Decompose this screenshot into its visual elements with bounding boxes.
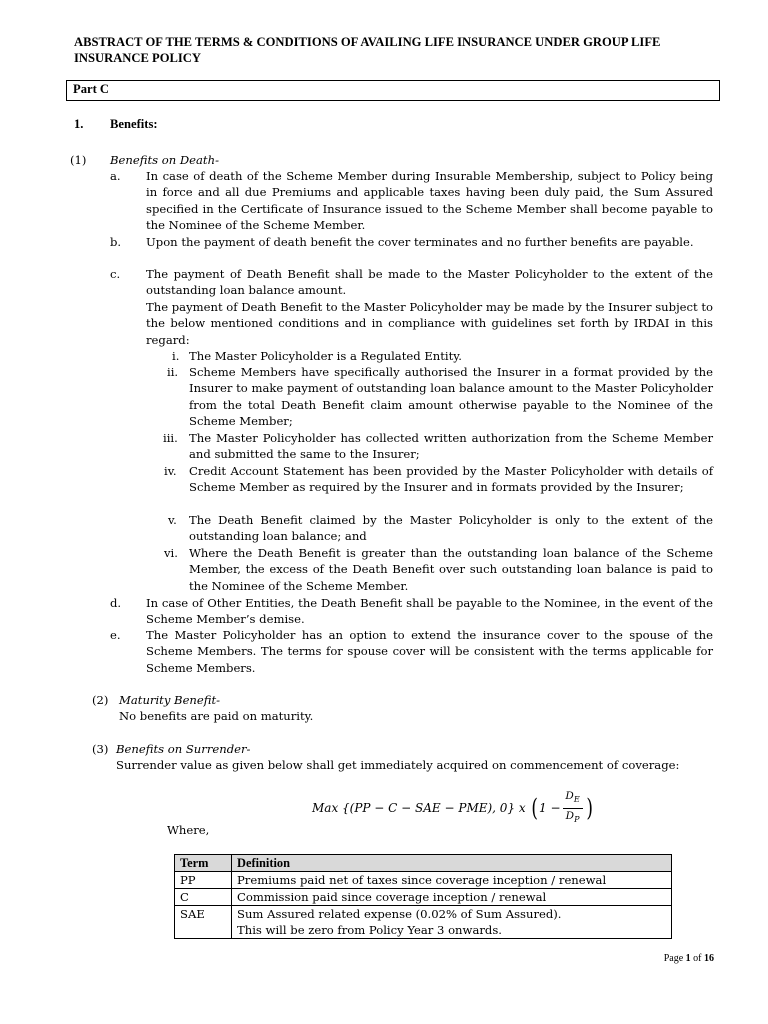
condition-text-i: The Master Policyholder is a Regulated Entity. — [189, 349, 462, 363]
surrender-number: (3) — [92, 742, 109, 756]
item-label-e: e. — [110, 628, 121, 642]
death-heading: Benefits on Death- — [110, 153, 219, 167]
page-number: Page 1 of 16 — [663, 953, 714, 964]
maturity-number: (2) — [92, 693, 109, 707]
condition-label-ii: ii. — [167, 365, 179, 379]
condition-label-v: v. — [168, 513, 177, 527]
table-cell-term: PP — [175, 872, 232, 889]
section-heading: Benefits: — [110, 117, 158, 131]
surrender-formula — [312, 790, 594, 826]
item-text-d: In case of Other Entities, the Death Benefit shall be payable to the Nominee, in the event of the Scheme Member’s demise. — [146, 596, 713, 627]
formula-one-minus: 1 − — [539, 801, 561, 815]
maturity-heading: Maturity Benefit- — [119, 693, 221, 707]
table-header-term: Term — [175, 855, 232, 872]
table-cell-definition: Premiums paid net of taxes since coverage inception / renewal — [232, 872, 672, 889]
item-text-e: The Master Policyholder has an option to extend the insurance cover to the spouse of the Scheme Members. The terms for spouse cover will be consistent with the terms applicable for Scheme Members. — [146, 628, 713, 675]
formula-open-paren: ( — [531, 794, 538, 822]
table-cell-definition — [232, 906, 672, 939]
table-row — [175, 889, 672, 906]
formula-lead: Max {(PP − C − SAE − PME), 0} x — [312, 801, 526, 815]
surrender-heading: Benefits on Surrender- — [116, 742, 251, 756]
table-row — [175, 872, 672, 889]
condition-label-iv: iv. — [164, 464, 177, 478]
maturity-text: No benefits are paid on maturity. — [119, 709, 314, 723]
death-number: (1) — [70, 153, 87, 167]
item-label-d: d. — [110, 596, 122, 610]
part-label-box — [66, 80, 720, 101]
table-cell-definition-line2: This will be zero from Policy Year 3 onwards. — [237, 923, 502, 937]
table-cell-definition: Commission paid since coverage inception / renewal — [232, 889, 672, 906]
item-label-c: c. — [110, 267, 121, 281]
item-label-b: b. — [110, 235, 122, 249]
table-cell-term: SAE — [175, 906, 232, 939]
item-text-a: In case of death of the Scheme Member during Insurable Membership, subject to Policy being in force and all due Premiums and applicable taxes having been duly paid, the Sum Assured specified in the Certificate of Insurance issued to the Scheme Member shall become payable to the Nominee of the Scheme Member. — [146, 169, 713, 233]
table-cell-definition-line1: Sum Assured related expense (0.02% of Sum Assured). — [237, 907, 562, 921]
definitions-table — [174, 854, 672, 939]
condition-label-iii: iii. — [163, 431, 178, 445]
condition-label-vi: vi. — [164, 546, 178, 560]
section-number: 1. — [74, 117, 84, 131]
table-row — [175, 906, 672, 939]
formula-fraction — [563, 790, 583, 825]
formula-denominator: $D_P$ — [565, 809, 580, 824]
where-label: Where, — [167, 823, 210, 837]
formula-numerator: $D_E$ — [565, 790, 580, 805]
item-label-a: a. — [110, 169, 121, 183]
condition-text-vi: Where the Death Benefit is greater than the outstanding loan balance of the Scheme Member, the excess of the Death Benefit over such outstanding loan balance is paid to the Nominee of the Scheme Member. — [189, 546, 713, 593]
formula-close-paren: ) — [585, 794, 593, 822]
surrender-text: Surrender value as given below shall get immediately acquired on commencement of coverage: — [116, 758, 680, 772]
condition-text-ii: Scheme Members have specifically authorised the Insurer in a format provided by the Insurer to make payment of outstanding loan balance amount to the Master Policyholder from the total Death Benefit claim amount otherwise payable to the Nominee of the Scheme Member; — [189, 365, 713, 429]
item-text-c-continued: The payment of Death Benefit to the Master Policyholder may be made by the Insurer subject to the below mentioned conditions and in compliance with guidelines set forth by IRDAI in this regard: — [146, 300, 714, 347]
fraction-bar — [563, 808, 583, 809]
condition-label-i: i. — [172, 349, 180, 363]
table-cell-term: C — [175, 889, 232, 906]
condition-text-v: The Death Benefit claimed by the Master Policyholder is only to the extent of the outstanding loan balance; and — [189, 513, 713, 544]
document-title: ABSTRACT OF THE TERMS & CONDITIONS OF AVAILING LIFE INSURANCE UNDER GROUP LIFE INSURANCE POLICY — [74, 35, 661, 65]
item-text-b: Upon the payment of death benefit the cover terminates and no further benefits are payable. — [146, 235, 694, 249]
condition-text-iv: Credit Account Statement has been provided by the Master Policyholder with details of Scheme Member as required by the Insurer and in formats provided by the Insurer; — [189, 464, 713, 495]
table-header-row — [175, 855, 672, 872]
item-text-c: The payment of Death Benefit shall be made to the Master Policyholder to the extent of the outstanding loan balance amount. — [146, 267, 713, 298]
part-label: Part C — [73, 82, 110, 96]
condition-text-iii: The Master Policyholder has collected written authorization from the Scheme Member and submitted the same to the Insurer; — [189, 431, 713, 462]
table-header-definition: Definition — [232, 855, 672, 872]
